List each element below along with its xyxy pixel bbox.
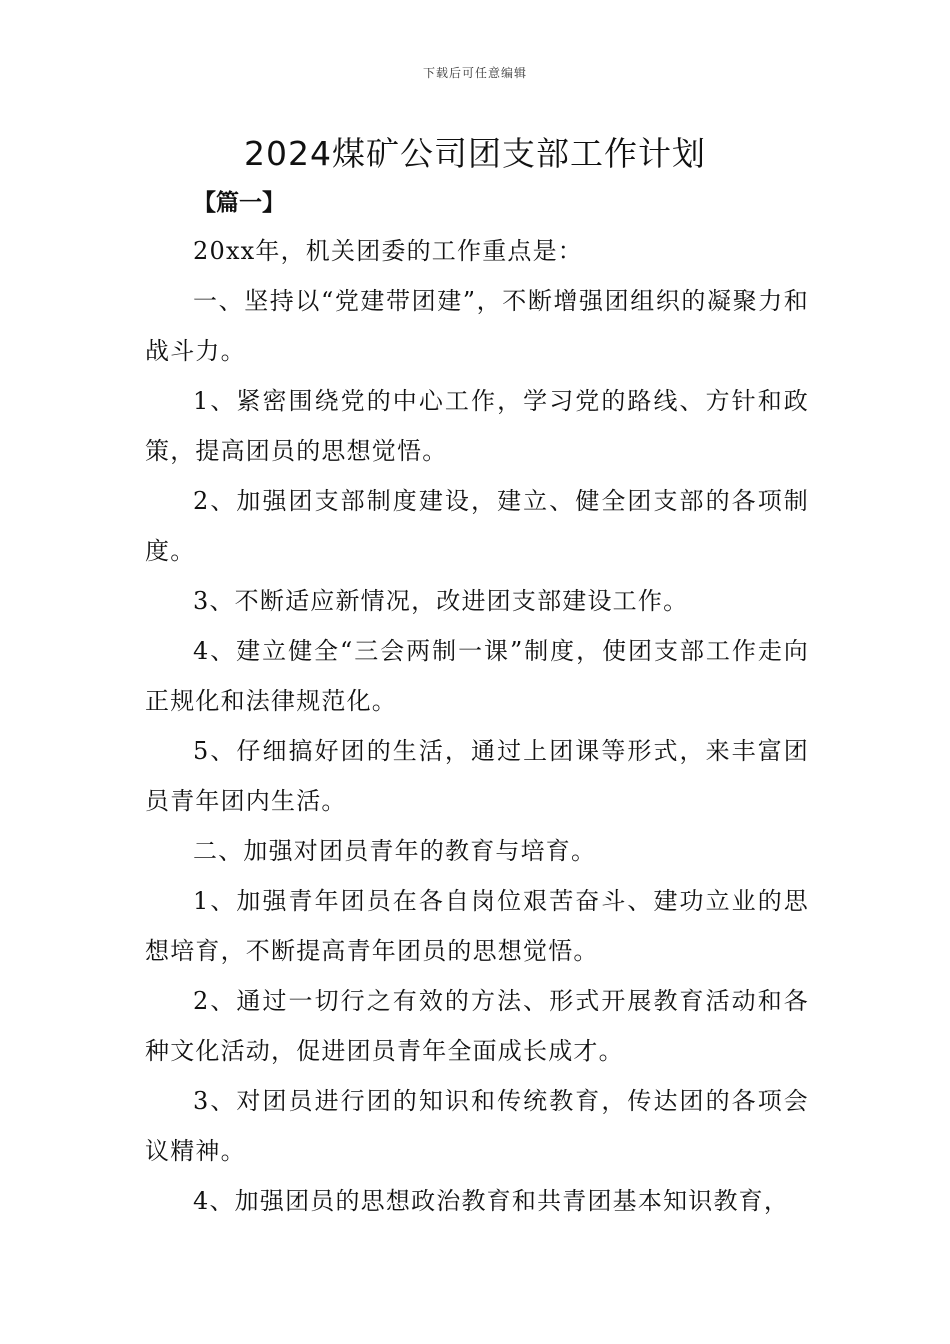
- list-item: 1、紧密围绕党的中心工作，学习党的路线、方针和政策，提高团员的思想觉悟。: [145, 387, 809, 465]
- list-item: 4、建立健全“三会两制一课”制度，使团支部工作走向正规化和法律规范化。: [145, 637, 809, 715]
- document-title: 2024煤矿公司团支部工作计划: [244, 134, 706, 173]
- document-body: [145, 226, 809, 1226]
- intro-paragraph: 20xx年，机关团委的工作重点是：: [193, 237, 584, 265]
- section-heading-1: 一、坚持以“党建带团建”，不断增强团组织的凝聚力和战斗力。: [145, 287, 809, 365]
- list-item: 2、加强团支部制度建设，建立、健全团支部的各项制度。: [145, 487, 809, 565]
- list-item: 2、通过一切行之有效的方法、形式开展教育活动和各种文化活动，促进团员青年全面成长成才。: [145, 987, 809, 1065]
- list-item: 5、仔细搞好团的生活，通过上团课等形式，来丰富团员青年团内生活。: [145, 737, 809, 815]
- page-header-note: 下载后可任意编辑: [422, 66, 527, 80]
- list-item: 3、对团员进行团的知识和传统教育，传达团的各项会议精神。: [145, 1087, 809, 1165]
- list-item: 3、不断适应新情况，改进团支部建设工作。: [193, 587, 689, 615]
- list-item: 4、加强团员的思想政治教育和共青团基本知识教育，: [193, 1187, 790, 1215]
- section-tag: 【篇一】: [193, 189, 285, 216]
- list-item: 1、加强青年团员在各自岗位艰苦奋斗、建功立业的思想培育，不断提高青年团员的思想觉悟。: [145, 887, 809, 965]
- section-heading-2: 二、加强对团员青年的教育与培育。: [193, 837, 597, 865]
